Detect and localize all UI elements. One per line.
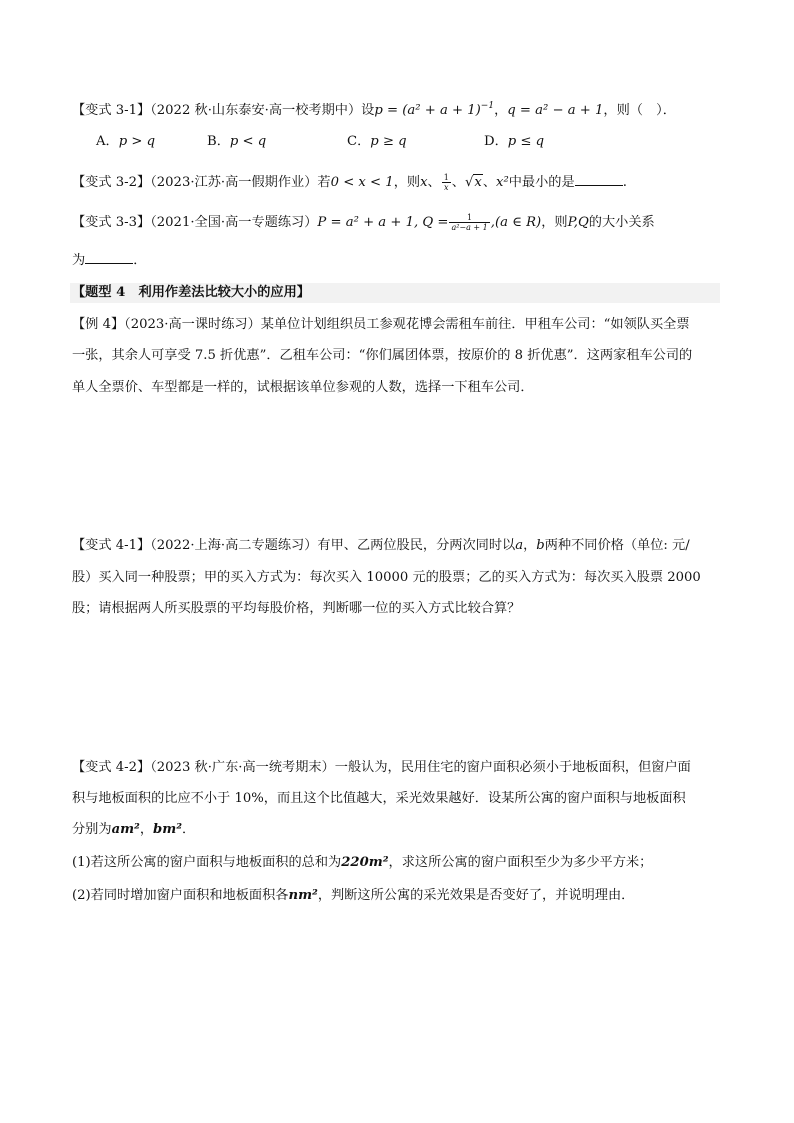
fraction-numerator: 1 xyxy=(449,213,489,223)
option-math: p ≤ q xyxy=(507,134,545,149)
stem-text: ，则（ ）． xyxy=(603,103,676,118)
variant-4-1-line-1 xyxy=(72,536,690,556)
variant-3-1-options xyxy=(96,132,544,152)
stem-text: （2023 秋·广东·高一统考期末）一般认为，民用住宅的窗户面积必须小于地板面积，但窗户面 xyxy=(150,760,691,775)
option-label: A． xyxy=(96,134,119,149)
math-pq: P,Q xyxy=(567,215,589,230)
stem-text: ，判断这所公寓的采光效果是否变好了，并说明理由． xyxy=(317,888,635,903)
math-expression: 0 < x < 1 xyxy=(330,175,394,190)
variant-4-2-line-1 xyxy=(72,758,691,778)
fraction-denominator: a²−a + 1 xyxy=(451,223,488,232)
stem-text: 的大小关系 xyxy=(588,215,655,230)
variant-4-1-line-2: 股）买入同一种股票；甲的买入方式为：每次买入 10000 元的股票；乙的买入方式为：每次买入股票 2000 xyxy=(72,570,701,585)
section-heading: 【题型 4 利用作差法比较大小的应用】 xyxy=(72,285,310,300)
stem-text: ， xyxy=(494,103,508,118)
variant-tag: 【变式 3-2】 xyxy=(72,175,151,190)
stem-text: ． xyxy=(133,253,147,268)
stem-text: ， xyxy=(139,822,154,837)
separator: 、 xyxy=(427,175,441,190)
stem-text: ． xyxy=(181,822,196,837)
fraction-denominator: x xyxy=(443,183,449,192)
fraction-numerator: 1 xyxy=(443,173,449,182)
stem-text: (2)若同时增加窗户面积和地板面积各 xyxy=(72,888,289,903)
question-1 xyxy=(72,853,652,873)
separator: 、 xyxy=(482,175,497,190)
stem-text: 分别为 xyxy=(72,822,112,837)
sqrt-expression: √x xyxy=(464,175,482,190)
variant-3-3-stem-cont xyxy=(72,249,146,271)
source-note: （2021·全国·高一专题练习） xyxy=(150,215,318,230)
option-math: p ≥ q xyxy=(370,134,407,149)
stem-text: ，求这所公寓的窗户面积至少为多少平方米； xyxy=(388,855,653,870)
math-expression: P = a² + a + 1, Q = xyxy=(317,215,449,230)
option-c xyxy=(347,132,484,152)
variant-tag: 【变式 3-3】 xyxy=(72,215,151,230)
variant-3-3-stem xyxy=(72,213,655,233)
math-increase-area: nm² xyxy=(288,888,318,903)
math-exponent: −1 xyxy=(480,101,495,111)
variant-4-2-line-3 xyxy=(72,820,195,840)
variant-tag: 【变式 4-2】 xyxy=(72,760,151,775)
answer-blank xyxy=(575,171,623,186)
stem-text: 中最小的是 xyxy=(508,175,575,190)
option-d xyxy=(484,132,544,152)
stem-text: 为 xyxy=(72,253,86,268)
stem-text: ，则 xyxy=(541,215,568,230)
math-area-b: bm² xyxy=(153,822,182,837)
math-expression: q = a² − a + 1 xyxy=(507,103,604,118)
variant-3-1-stem xyxy=(72,101,676,121)
radicand: x xyxy=(474,175,482,190)
example-4-line-3: 单人全票价、车型都是一样的，试根据该单位参观的人数，选择一下租车公司． xyxy=(72,380,534,395)
math-total-area: 220m² xyxy=(341,855,389,870)
separator: 、 xyxy=(451,175,465,190)
stem-text: 若 xyxy=(317,175,331,190)
source-note: （2022 秋·山东泰安·高一校考期中） xyxy=(150,103,362,118)
option-a xyxy=(96,132,207,152)
variant-tag: 【变式 4-1】 xyxy=(72,538,151,553)
variant-tag: 【变式 3-1】 xyxy=(72,103,151,118)
question-2 xyxy=(72,886,634,906)
option-b xyxy=(207,132,347,152)
math-a: a xyxy=(515,538,524,553)
example-4-line-1 xyxy=(72,315,690,335)
option-label: D． xyxy=(484,134,508,149)
variant-4-2-line-2: 积与地板面积的比应不小于 10%，而且这个比值越大，采光效果越好．设某所公寓的窗户面积与地板面积 xyxy=(72,791,686,806)
option-label: B． xyxy=(207,134,230,149)
option-math: p < q xyxy=(229,134,267,149)
fraction-q xyxy=(449,213,489,232)
stem-text: ，则 xyxy=(393,175,421,190)
stem-text: 两种不同价格（单位: 元/ xyxy=(544,538,690,553)
stem-text: （2022·上海·高二专题练习）有甲、乙两位股民，分两次同时以 xyxy=(150,538,516,553)
source-note: （2023·江苏·高一假期作业） xyxy=(150,175,318,190)
fraction-one-over-x xyxy=(442,173,451,192)
example-text: （2023·高一课时练习）某单位计划组织员工参观花博会需租车前往．甲租车公司：“如领队买全票 xyxy=(124,317,690,332)
option-math: p > q xyxy=(118,134,156,149)
math-b: b xyxy=(536,538,545,553)
stem-text: (1)若这所公寓的窗户面积与地板面积的总和为 xyxy=(72,855,342,870)
option-label: C． xyxy=(347,134,371,149)
math-expression: ,(a ∈ R) xyxy=(490,215,542,230)
math-x: x xyxy=(420,175,428,190)
stem-text: . xyxy=(622,175,627,190)
example-tag: 【例 4】 xyxy=(72,317,125,332)
math-expression: p = (a² + a + 1) xyxy=(374,103,481,118)
example-4-line-2: 一张，其余人可享受 7.5 折优惠”．乙租车公司：“你们属团体票，按原价的 8 折优惠”．这两家租车公司的 xyxy=(72,348,693,363)
answer-blank xyxy=(85,249,133,264)
variant-4-1-line-3: 股；请根据两人所买股票的平均每股价格，判断哪一位的买入方式比较合算？ xyxy=(72,601,521,616)
stem-text: ， xyxy=(523,538,537,553)
stem-text: 设 xyxy=(361,103,375,118)
math-area-a: am² xyxy=(111,822,140,837)
variant-3-2-stem xyxy=(72,171,627,193)
math-x-squared: x² xyxy=(496,175,509,190)
